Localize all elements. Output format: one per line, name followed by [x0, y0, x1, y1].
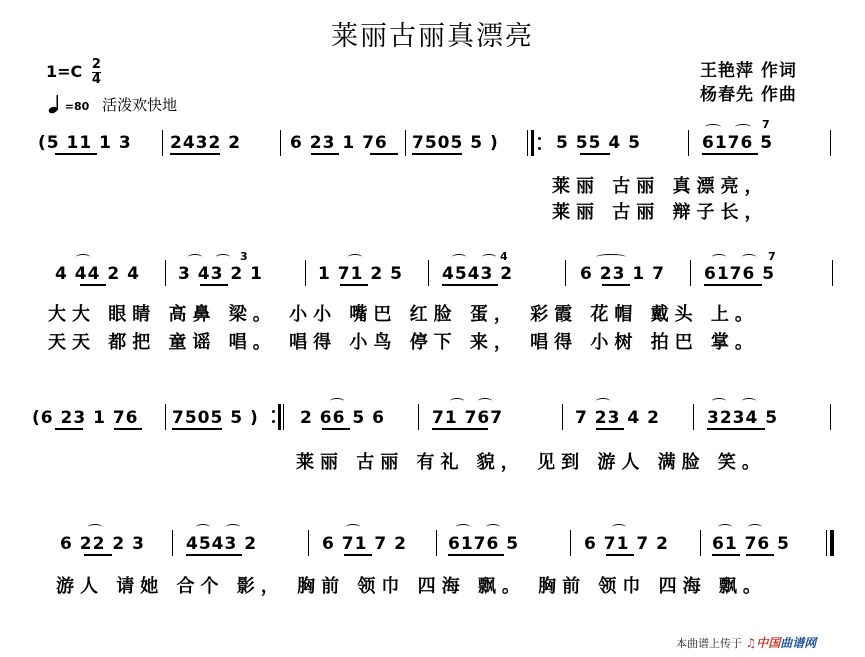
barline: [165, 260, 166, 286]
measure: 61 76 5: [712, 534, 790, 554]
time-top: 2: [91, 57, 101, 72]
beam-underline: [596, 428, 624, 430]
slur: [612, 524, 626, 530]
lyric-line: 莱丽 古丽 真漂亮，: [552, 176, 769, 197]
lyric-line: 天天 都把 童谣 唱。 唱得 小鸟 停下 来， 唱得 小树 拍巴 掌。: [48, 332, 759, 353]
barline: [565, 260, 566, 286]
slur: [705, 124, 721, 130]
slur: [712, 398, 726, 404]
slur: [88, 524, 102, 530]
beam-underline: [448, 554, 504, 556]
measure: 4 44 2 4: [55, 264, 140, 284]
slur: [348, 254, 362, 260]
repeat-start-barline-thick: [531, 130, 534, 156]
lyric-line: 莱丽 古丽 辩子长，: [552, 202, 769, 223]
slur: [478, 398, 492, 404]
beam-underline: [55, 153, 97, 155]
beam-underline: [702, 153, 758, 155]
beam-underline: [114, 428, 142, 430]
beam-underline: [344, 554, 372, 556]
key-signature: [46, 58, 101, 87]
barline: [165, 404, 166, 430]
beam-underline: [55, 428, 83, 430]
beam-underline: [707, 428, 765, 430]
measure: 7 23 4 2: [575, 408, 660, 428]
lyricist-credit: 王艳萍 作词: [700, 61, 797, 81]
barline: [690, 260, 691, 286]
tempo-expression: 活泼欢快地: [102, 96, 178, 114]
tempo-value: =80: [64, 100, 90, 113]
measure: (5 11 1 3: [38, 133, 132, 153]
grace-note: 3: [240, 250, 248, 263]
tempo-marking: [48, 94, 177, 115]
measure: 6 71 7 2: [584, 534, 669, 554]
measure: 7505 5 ): [172, 408, 259, 428]
lyric-line: 莱丽 古丽 有礼 貌， 见到 游人 满脸 笑。: [296, 452, 766, 473]
slur: [718, 524, 732, 530]
beam-underline: [412, 153, 462, 155]
slur: [188, 254, 202, 260]
slur: [735, 124, 751, 130]
barline: [305, 260, 306, 286]
quarter-note-icon: [48, 94, 60, 114]
beam-underline: [322, 428, 350, 430]
measure: 4543 2: [442, 264, 514, 284]
beam-underline: [442, 284, 498, 286]
measure: 6 71 7 2: [322, 534, 407, 554]
beam-underline: [170, 153, 220, 155]
grace-note: 7: [762, 118, 770, 131]
measure: 5 55 4 5: [556, 133, 641, 153]
measure: 2432 2: [170, 133, 242, 153]
barline: [172, 530, 173, 556]
slur: [748, 524, 762, 530]
final-barline-thin: [826, 530, 827, 556]
lyric-line: 大大 眼睛 高鼻 梁。 小小 嘴巴 红脸 蛋， 彩霞 花帽 戴头 上。: [48, 304, 759, 325]
barline: [418, 404, 419, 430]
site-logo: [746, 636, 817, 650]
repeat-dot: [272, 420, 275, 423]
barline: [832, 260, 833, 286]
beam-underline: [370, 153, 398, 155]
key-label: 1=C: [46, 62, 83, 81]
measure: 2 66 5 6: [300, 408, 385, 428]
barline: [405, 130, 406, 156]
footer-note: [676, 634, 816, 651]
barline: [570, 530, 571, 556]
barline: [428, 260, 429, 286]
slur: [346, 524, 360, 530]
barline: [308, 530, 309, 556]
repeat-end-barline-thick: [278, 404, 281, 430]
measure: 6176 5: [702, 133, 774, 153]
beam-underline: [606, 554, 634, 556]
measure: 6 23 1 76: [290, 133, 388, 153]
measure: 6176 5: [704, 264, 776, 284]
beam-underline: [80, 284, 106, 286]
measure: 4543 2: [186, 534, 258, 554]
barline: [693, 404, 694, 430]
repeat-dot: [272, 410, 275, 413]
beam-underline: [602, 284, 630, 286]
barline: [688, 130, 689, 156]
measure: (6 23 1 76: [32, 408, 139, 428]
grace-note: 7: [768, 250, 776, 263]
time-signature: [92, 58, 101, 87]
measure: 6 23 1 7: [580, 264, 665, 284]
measure: 3234 5: [707, 408, 779, 428]
barline: [162, 130, 163, 156]
beam-underline: [311, 153, 339, 155]
song-title: 莱丽古丽真漂亮: [331, 21, 534, 52]
music-note-icon: ♫: [745, 636, 757, 650]
slur: [226, 524, 240, 530]
barline: [562, 404, 563, 430]
measure: 1 71 2 5: [318, 264, 403, 284]
slur: [450, 398, 464, 404]
time-bottom: 4: [91, 72, 101, 87]
measure: 3 43 2 1: [178, 264, 263, 284]
slur: [596, 254, 626, 260]
barline: [436, 530, 437, 556]
repeat-dot: [538, 137, 541, 140]
beam-underline: [186, 554, 242, 556]
measure: 6176 5: [448, 534, 520, 554]
slur: [216, 254, 230, 260]
barline: [830, 404, 831, 430]
measure: 6 22 2 3: [60, 534, 145, 554]
lyric-line: 游人 请她 合个 影， 胸前 领巾 四海 飘。 胸前 领巾 四海 飘。: [56, 576, 767, 597]
barline: [700, 530, 701, 556]
beam-underline: [172, 428, 222, 430]
slur: [330, 398, 344, 404]
beam-underline: [580, 153, 610, 155]
beam-underline: [340, 284, 368, 286]
repeat-dot: [538, 147, 541, 150]
slur: [452, 254, 466, 260]
beam-underline: [432, 428, 488, 430]
slur: [742, 398, 756, 404]
slur: [196, 524, 210, 530]
slur: [712, 254, 726, 260]
measure: 71 767: [432, 408, 504, 428]
repeat-start-barline: [527, 130, 528, 156]
grace-note: 4: [500, 250, 508, 263]
slur: [456, 524, 470, 530]
beam-underline: [200, 284, 228, 286]
slur: [76, 254, 90, 260]
barline: [280, 130, 281, 156]
final-barline-thick: [830, 530, 834, 556]
measure: 7505 5 ): [412, 133, 499, 153]
site-name-b: 曲谱网: [780, 636, 817, 650]
slur: [742, 254, 756, 260]
beam-underline: [712, 554, 740, 556]
slur: [596, 398, 610, 404]
site-name-a: 中国: [756, 636, 781, 650]
beam-underline: [746, 554, 774, 556]
composer-credit: 杨春先 作曲: [700, 85, 797, 105]
beam-underline: [704, 284, 762, 286]
barline: [830, 130, 831, 156]
repeat-end-barline: [283, 404, 284, 430]
slur: [486, 524, 500, 530]
footer-text: 本曲谱上传于: [676, 637, 742, 650]
beam-underline: [84, 554, 112, 556]
slur: [482, 254, 496, 260]
